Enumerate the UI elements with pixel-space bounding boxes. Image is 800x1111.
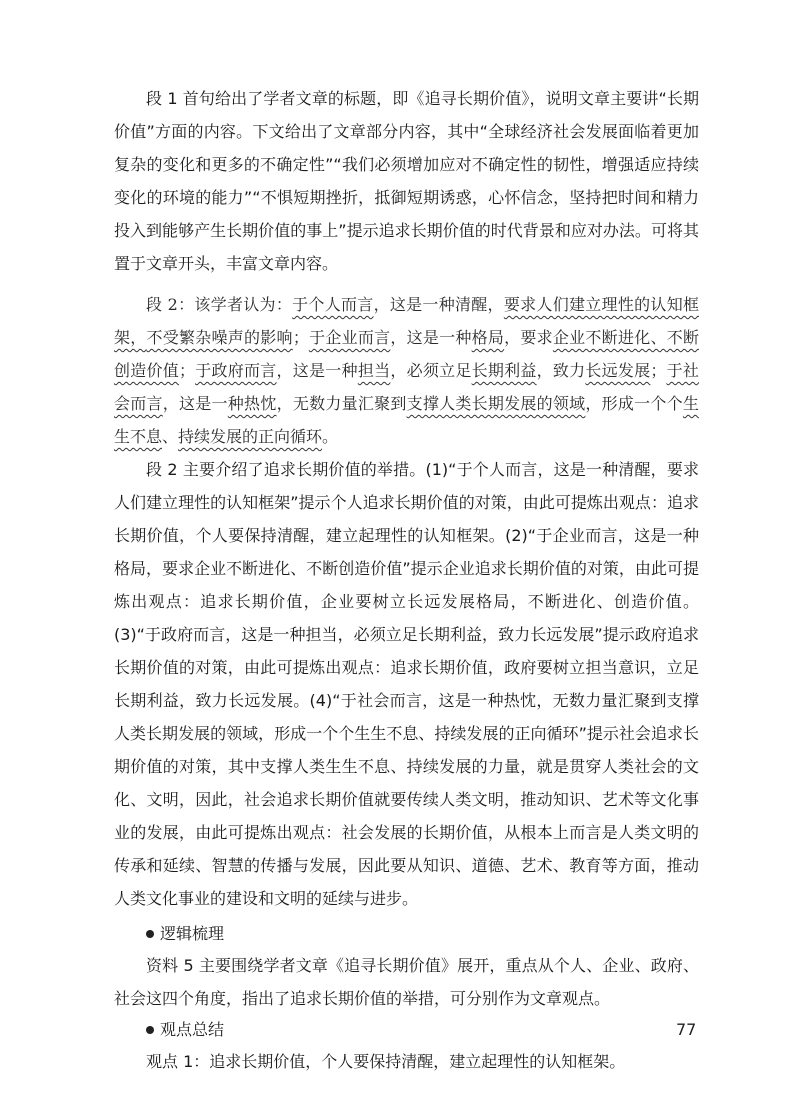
quote-text: 、 bbox=[162, 427, 179, 446]
quote-text: ，无数力量汇聚到 bbox=[276, 394, 407, 413]
paragraph-logic: 资料 5 主要围绕学者文章《追寻长期价值》展开，重点从个人、企业、政府、社会这四个角度，指出了追求长期价值的举措，可分别作为文章观点。 bbox=[114, 956, 699, 1008]
quote-text: ，这是一种 bbox=[390, 328, 472, 347]
quote-text: ，必须立足 bbox=[390, 361, 472, 380]
wavy-underline: 企业不断进化、不断创造价值 bbox=[114, 328, 699, 380]
quote-text: ； bbox=[292, 328, 309, 347]
wavy-underline: 格局 bbox=[471, 328, 505, 347]
wavy-underline: 长远发展 bbox=[585, 361, 651, 380]
section-heading-logic bbox=[114, 919, 699, 949]
section-heading-summary bbox=[114, 1015, 699, 1045]
paragraph-analysis-2: 段 2 主要介绍了追求长期价值的举措。(1)“于个人而言，这是一种清醒，要求人们建立理性的认知框架”提示个人追求长期价值的对策，由此可提炼出观点：追求长期价值，个人要保持清醒，建立起理性的认知框架。(2)“于企业而言，这是一种格局，要求企业不断进化、不断创造价值”提示企业追求长期价值的对策，由此可提炼出观点：追求长期价值，企业要树立长远发展格局，不断进化、创造价值。(3)“于政府而言，这是一种担当，必须立足长期利益，致力长远发展”提示政府追求长期价值的对策，由此可提炼出观点：追求长期价值，政府要树立担当意识，立足长期利益，致力长远发展。(4)“于社会而言，这是一种热忱，无数力量汇聚到支撑人类长期发展的领域，形成一个个生生不息、持续发展的正向循环”提示社会追求长期价值的对策，其中支撑人类生生不息、持续发展的力量，就是贯穿人类社会的文化、文明，因此，社会追求长期价值就要传续人类文明，推动知识、艺术等文化事业的发展，由此可提炼出观点：社会发展的长期价值，从根本上而言是人类文明的传承和延续、智慧的传播与发展，因此要从知识、道德、艺术、教育等方面，推动人类文化事业的建设和文明的延续与进步。 bbox=[114, 460, 699, 908]
quote-text: ，这是一种清醒， bbox=[373, 295, 504, 314]
quote-text: ，致力 bbox=[536, 361, 586, 380]
wavy-underline: 支撑人类长期发展的领域 bbox=[406, 394, 586, 413]
paragraph-viewpoint-1: 观点 1：追求长期价值，个人要保持清醒，建立起理性的认知框架。 bbox=[146, 1052, 626, 1071]
heading-text: 观点总结 bbox=[160, 1020, 225, 1039]
wavy-underline: 不受繁杂噪声的影响 bbox=[146, 328, 293, 347]
wavy-underline: 担当 bbox=[357, 361, 391, 380]
heading-text: 逻辑梳理 bbox=[160, 924, 225, 943]
paragraph-quote-2 bbox=[114, 288, 699, 453]
quote-intro: 段 2：该学者认为： bbox=[146, 295, 293, 314]
quote-text: ，形成一个个 bbox=[585, 394, 683, 413]
bullet-icon bbox=[146, 1026, 154, 1034]
wavy-underline: 于企业而言 bbox=[308, 328, 391, 347]
bullet-icon bbox=[146, 930, 154, 938]
quote-text: 。 bbox=[322, 427, 339, 446]
page-number: 77 bbox=[676, 1020, 697, 1039]
wavy-underline: 长期利益 bbox=[471, 361, 537, 380]
quote-text: ，这是一 bbox=[162, 394, 228, 413]
wavy-underline: 生生不息 bbox=[114, 394, 699, 446]
quote-text: ； bbox=[179, 361, 196, 380]
quote-text: ，要求 bbox=[504, 328, 553, 347]
wavy-underline: 种热忱 bbox=[227, 394, 277, 413]
quote-text: ，这是一种 bbox=[276, 361, 358, 380]
wavy-underline: 于政府而言 bbox=[195, 361, 277, 380]
paragraph-analysis-1: 段 1 首句给出了学者文章的标题，即《追寻长期价值》，说明文章主要讲“长期价值”方面的内容。下文给出了文章部分内容，其中“全球经济社会发展面临着更加复杂的变化和更多的不确定性”“我们必须增加应对不确定性的韧性，增强适应持续变化的环境的能力”“不惧短期挫折，抵御短期诱惑，心怀信念，坚持把时间和精力投入到能够产生长期价值的事上”提示追求长期价值的时代背景和应对办法。可将其置于文章开头，丰富文章内容。 bbox=[114, 89, 699, 273]
wavy-underline: 要求人们建立理性的认知框架， bbox=[114, 295, 699, 347]
wavy-underline: 于个人而言 bbox=[292, 295, 374, 314]
wavy-underline: 于社会而言 bbox=[114, 361, 699, 413]
page-content bbox=[114, 82, 699, 1078]
quote-text: ； bbox=[650, 361, 667, 380]
wavy-underline: 持续发展的正向循环 bbox=[178, 427, 323, 446]
